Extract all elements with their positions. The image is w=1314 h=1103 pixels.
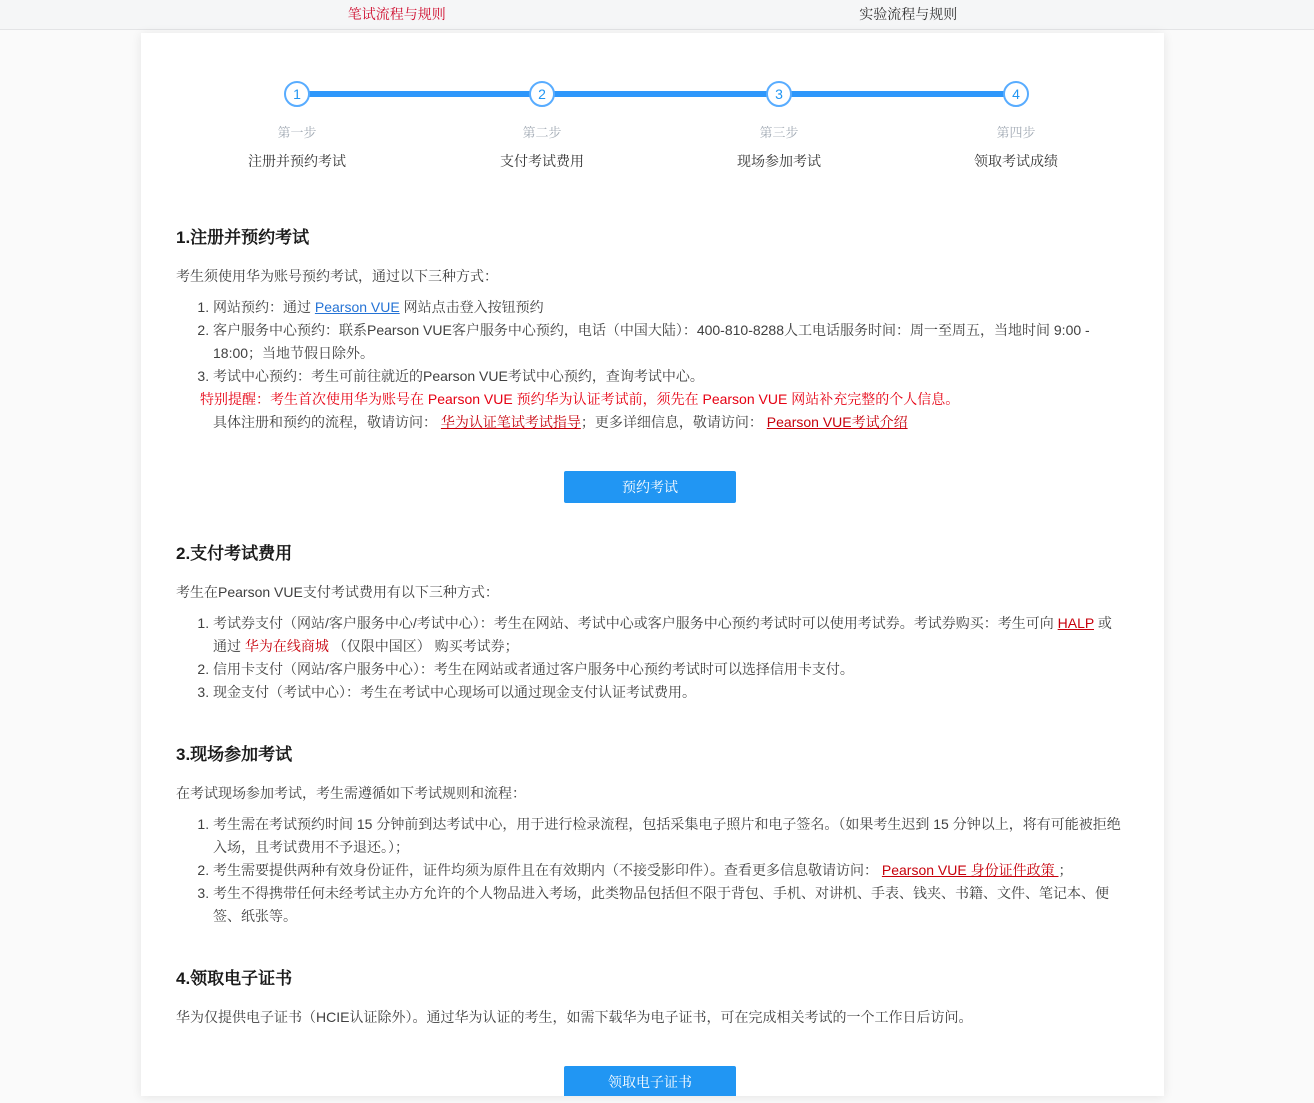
list-item xyxy=(213,859,1124,882)
text-segment: 现金支付（考试中心）：考生在考试中心现场可以通过现金支付认证考试费用。 xyxy=(213,684,696,700)
inline-link[interactable]: 华为认证笔试考试指导 xyxy=(440,414,581,430)
section-3-intro: 在考试现场参加考试，考生需遵循如下考试规则和流程： xyxy=(176,785,526,801)
text-segment: 客户服务中心预约：联系Pearson VUE客户服务中心预约，电话（中国大陆）：400-810-8288人工电话服务时间：周一至周五，当地时间 9:00 - 18:00；当地节假日除外。 xyxy=(213,322,1090,361)
list-item xyxy=(213,882,1124,928)
section-1-list xyxy=(176,296,1124,388)
text-segment: 考试券支付（网站/客户服务中心/考试中心）：考生在网站、考试中心或客户服务中心预约考试时可以使用考试券。考试券购买：考生可向 xyxy=(213,615,1058,631)
section-3-list xyxy=(176,813,1124,928)
text-segment: 网站点击登入按钮预约 xyxy=(399,299,544,315)
section-2-list xyxy=(176,612,1124,704)
step-2 xyxy=(432,81,652,171)
list-item xyxy=(213,319,1124,365)
step-1-name: 注册并预约考试 xyxy=(248,153,346,169)
content-area xyxy=(141,227,1164,1096)
list-item xyxy=(213,681,1124,704)
step-4-label: 第四步 xyxy=(996,125,1036,140)
step-2-circle: 2 xyxy=(529,81,555,107)
section-1-intro: 考生须使用华为账号预约考试，通过以下三种方式： xyxy=(176,268,498,284)
step-3 xyxy=(669,81,889,171)
get-certificate-button-row xyxy=(176,1066,1124,1096)
tab-bar-inner xyxy=(141,0,1164,29)
tab-written-exam[interactable]: 笔试流程与规则 xyxy=(347,6,446,22)
tab-bar xyxy=(0,0,1314,30)
text-segment: 信用卡支付（网站/客户服务中心）：考生在网站或者通过客户服务中心预约考试时可以选择信用卡支付。 xyxy=(213,661,854,677)
tab-lab-exam[interactable]: 实验流程与规则 xyxy=(859,6,958,22)
text-segment: 考生需在考试预约时间 15 分钟前到达考试中心，用于进行检录流程，包括采集电子照片和电子签名。（如果考生迟到 15 分钟以上，将有可能被拒绝入场，且考试费用不予退还。）； xyxy=(213,816,1121,855)
text-segment: ；更多详细信息，敬请访问： xyxy=(580,414,767,430)
list-item xyxy=(213,813,1124,859)
section-1-heading: 1.注册并预约考试 xyxy=(176,228,310,247)
step-3-name: 现场参加考试 xyxy=(737,153,821,169)
section-4-heading: 4.领取电子证书 xyxy=(176,969,293,988)
text-segment: ； xyxy=(1058,862,1073,878)
step-2-name: 支付考试费用 xyxy=(500,153,584,169)
list-item xyxy=(213,612,1124,658)
section-3-heading: 3.现场参加考试 xyxy=(176,745,293,764)
section-2-heading: 2.支付考试费用 xyxy=(176,544,293,563)
inline-link[interactable]: Pearson VUE xyxy=(314,299,400,315)
get-certificate-button[interactable]: 领取电子证书 xyxy=(564,1066,736,1096)
inline-link[interactable]: 华为在线商城 xyxy=(244,638,329,654)
step-4 xyxy=(906,81,1126,171)
step-3-circle: 3 xyxy=(766,81,792,107)
section-4-intro: 华为仅提供电子证书（HCIE认证除外）。通过华为认证的考生，如需下载华为电子证书，可在完成相关考试的一个工作日后访问。 xyxy=(176,1009,973,1025)
step-2-label: 第二步 xyxy=(522,125,562,140)
step-4-circle: 4 xyxy=(1003,81,1029,107)
text-segment: 考试中心预约：考生可前往就近的Pearson VUE考试中心预约，查询考试中心。 xyxy=(213,368,704,384)
registration-guide-line xyxy=(213,411,1124,434)
inline-link[interactable]: HALP xyxy=(1057,615,1094,631)
inline-link[interactable]: Pearson VUE考试介绍 xyxy=(766,414,908,430)
progress-stepper xyxy=(141,33,1164,217)
step-1-circle: 1 xyxy=(284,81,310,107)
text-segment: （仅限中国区） 购买考试券； xyxy=(328,638,519,654)
step-1 xyxy=(187,81,407,171)
text-segment: 网站预约：通过 xyxy=(213,299,315,315)
text-segment: 或通过 xyxy=(213,615,1112,654)
step-3-label: 第三步 xyxy=(759,125,799,140)
text-segment: 考生需要提供两种有效身份证件，证件均须为原件且在有效期内（不接受影印件）。查看更多信息敬请访问： xyxy=(213,862,882,878)
special-reminder-text: 特别提醒：考生首次使用华为账号在 Pearson VUE 预约华为认证考试前，须先在 Pearson VUE 网站补充完整的个人信息。 xyxy=(200,391,960,407)
book-exam-button[interactable]: 预约考试 xyxy=(564,471,736,503)
main-card xyxy=(141,33,1164,1096)
section-2-intro: 考生在Pearson VUE支付考试费用有以下三种方式： xyxy=(176,584,499,600)
list-item xyxy=(213,658,1124,681)
inline-link[interactable]: Pearson VUE 身份证件政策 xyxy=(881,862,1059,878)
list-item xyxy=(213,365,1124,388)
step-1-label: 第一步 xyxy=(277,125,317,140)
list-item xyxy=(213,296,1124,319)
book-exam-button-row xyxy=(176,471,1124,503)
text-segment: 具体注册和预约的流程，敬请访问： xyxy=(213,414,441,430)
text-segment: 考生不得携带任何未经考试主办方允许的个人物品进入考场，此类物品包括但不限于背包、手机、对讲机、手表、钱夹、书籍、文件、笔记本、便签、纸张等。 xyxy=(213,885,1109,924)
step-4-name: 领取考试成绩 xyxy=(974,153,1058,169)
